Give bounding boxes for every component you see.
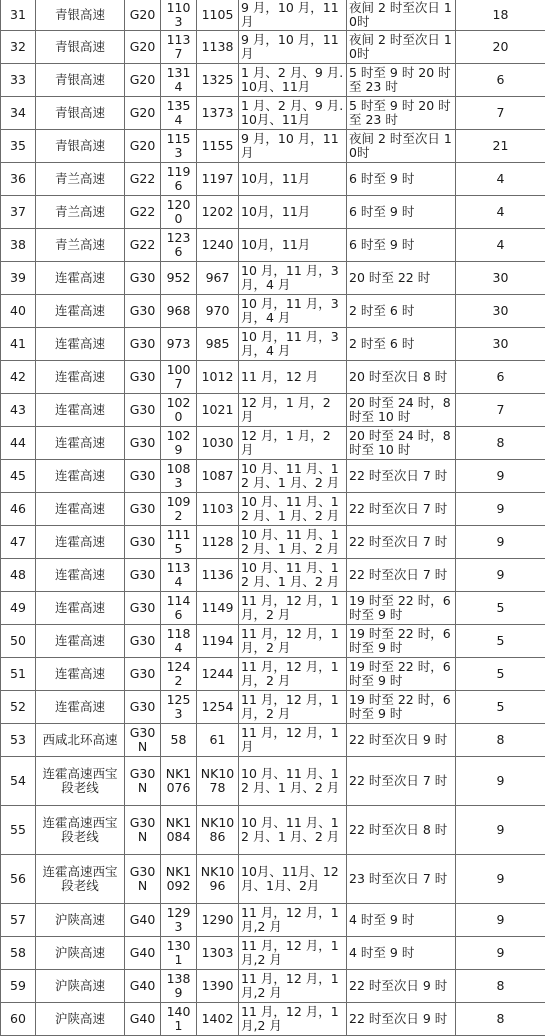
months-cell: 10 月，11 月，3 月，4 月 bbox=[239, 262, 347, 295]
end-stake-cell: 1303 bbox=[197, 937, 239, 970]
time-period-cell: 22 时至次日 9 时 bbox=[347, 970, 456, 1003]
time-period-cell: 6 时至 9 时 bbox=[347, 196, 456, 229]
road-code-cell: G22 bbox=[125, 196, 161, 229]
end-stake-cell: 1138 bbox=[197, 31, 239, 64]
road-name-cell: 青银高速 bbox=[36, 130, 125, 163]
months-cell: 11 月，12 月，1 月，2 月 bbox=[239, 592, 347, 625]
day-count-cell: 9 bbox=[456, 526, 545, 559]
road-name-cell: 连霍高速 bbox=[36, 295, 125, 328]
road-code-cell: G30 bbox=[125, 526, 161, 559]
end-stake-cell: 967 bbox=[197, 262, 239, 295]
road-code-cell: G30 bbox=[125, 658, 161, 691]
day-count-cell: 30 bbox=[456, 328, 545, 361]
table-row bbox=[1, 64, 545, 97]
end-stake-cell: 970 bbox=[197, 295, 239, 328]
start-stake-cell: 1236 bbox=[161, 229, 197, 262]
row-number-cell: 42 bbox=[1, 361, 36, 394]
time-period-cell: 夜间 2 时至次日 10时 bbox=[347, 31, 456, 64]
road-code-cell: G30 bbox=[125, 295, 161, 328]
table-row bbox=[1, 526, 545, 559]
end-stake-cell: 61 bbox=[197, 724, 239, 757]
end-stake-cell: 1105 bbox=[197, 0, 239, 31]
road-code-cell: G20 bbox=[125, 0, 161, 31]
table-row bbox=[1, 427, 545, 460]
table-row bbox=[1, 937, 545, 970]
table-row bbox=[1, 31, 545, 64]
time-period-cell: 23 时至次日 7 时 bbox=[347, 855, 456, 904]
road-name-cell: 青银高速 bbox=[36, 64, 125, 97]
start-stake-cell: NK1076 bbox=[161, 757, 197, 806]
months-cell: 1 月、2 月、9 月.10月、11月 bbox=[239, 64, 347, 97]
end-stake-cell: 1202 bbox=[197, 196, 239, 229]
table-row bbox=[1, 295, 545, 328]
time-period-cell: 6 时至 9 时 bbox=[347, 229, 456, 262]
road-name-cell: 连霍高速 bbox=[36, 658, 125, 691]
months-cell: 11 月，12 月，1 月，2 月 bbox=[239, 658, 347, 691]
table-row bbox=[1, 757, 545, 806]
row-number-cell: 33 bbox=[1, 64, 36, 97]
road-code-cell: G30 bbox=[125, 460, 161, 493]
months-cell: 11 月，12 月，1 月,2 月 bbox=[239, 1003, 347, 1036]
row-number-cell: 53 bbox=[1, 724, 36, 757]
road-code-cell: G40 bbox=[125, 904, 161, 937]
time-period-cell: 20 时至 22 时 bbox=[347, 262, 456, 295]
end-stake-cell: 1290 bbox=[197, 904, 239, 937]
road-code-cell: G40 bbox=[125, 1003, 161, 1036]
road-name-cell: 连霍高速 bbox=[36, 559, 125, 592]
end-stake-cell: NK1086 bbox=[197, 806, 239, 855]
months-cell: 10月，11月 bbox=[239, 163, 347, 196]
start-stake-cell: 1137 bbox=[161, 31, 197, 64]
months-cell: 11 月，12 月，1 月,2 月 bbox=[239, 970, 347, 1003]
start-stake-cell: 1253 bbox=[161, 691, 197, 724]
road-code-cell: G30N bbox=[125, 724, 161, 757]
end-stake-cell: 1325 bbox=[197, 64, 239, 97]
road-code-cell: G30 bbox=[125, 427, 161, 460]
day-count-cell: 5 bbox=[456, 625, 545, 658]
end-stake-cell: 1155 bbox=[197, 130, 239, 163]
end-stake-cell: NK1096 bbox=[197, 855, 239, 904]
months-cell: 1 月、2 月、9 月.10月、11月 bbox=[239, 97, 347, 130]
time-period-cell: 5 时至 9 时 20 时至 23 时 bbox=[347, 64, 456, 97]
road-name-cell: 青银高速 bbox=[36, 31, 125, 64]
start-stake-cell: 973 bbox=[161, 328, 197, 361]
road-code-cell: G30 bbox=[125, 625, 161, 658]
end-stake-cell: 1197 bbox=[197, 163, 239, 196]
end-stake-cell: 1136 bbox=[197, 559, 239, 592]
table-row bbox=[1, 592, 545, 625]
row-number-cell: 40 bbox=[1, 295, 36, 328]
time-period-cell: 19 时至 22 时，6 时至 9 时 bbox=[347, 658, 456, 691]
months-cell: 10月、11月、12月、1月、2月 bbox=[239, 855, 347, 904]
time-period-cell: 20 时至次日 8 时 bbox=[347, 361, 456, 394]
road-code-cell: G22 bbox=[125, 229, 161, 262]
start-stake-cell: 1184 bbox=[161, 625, 197, 658]
end-stake-cell: 985 bbox=[197, 328, 239, 361]
time-period-cell: 22 时至次日 8 时 bbox=[347, 806, 456, 855]
end-stake-cell: 1194 bbox=[197, 625, 239, 658]
months-cell: 10 月，11 月，3 月，4 月 bbox=[239, 295, 347, 328]
months-cell: 10 月，11 月，3 月，4 月 bbox=[239, 328, 347, 361]
road-code-cell: G30 bbox=[125, 328, 161, 361]
road-code-cell: G22 bbox=[125, 163, 161, 196]
table-row bbox=[1, 328, 545, 361]
row-number-cell: 54 bbox=[1, 757, 36, 806]
road-code-cell: G30 bbox=[125, 361, 161, 394]
row-number-cell: 49 bbox=[1, 592, 36, 625]
day-count-cell: 9 bbox=[456, 937, 545, 970]
months-cell: 10月，11月 bbox=[239, 229, 347, 262]
road-code-cell: G30N bbox=[125, 806, 161, 855]
months-cell: 11 月，12 月，1 月，2 月 bbox=[239, 625, 347, 658]
start-stake-cell: 968 bbox=[161, 295, 197, 328]
end-stake-cell: 1373 bbox=[197, 97, 239, 130]
table-row bbox=[1, 806, 545, 855]
months-cell: 10 月、11 月、12 月、1 月、2 月 bbox=[239, 806, 347, 855]
row-number-cell: 37 bbox=[1, 196, 36, 229]
time-period-cell: 夜间 2 时至次日 10时 bbox=[347, 0, 456, 31]
row-number-cell: 47 bbox=[1, 526, 36, 559]
row-number-cell: 36 bbox=[1, 163, 36, 196]
time-period-cell: 19 时至 22 时，6 时至 9 时 bbox=[347, 691, 456, 724]
start-stake-cell: 1401 bbox=[161, 1003, 197, 1036]
end-stake-cell: 1244 bbox=[197, 658, 239, 691]
day-count-cell: 7 bbox=[456, 97, 545, 130]
start-stake-cell: 952 bbox=[161, 262, 197, 295]
table-row bbox=[1, 1003, 545, 1036]
table-row bbox=[1, 361, 545, 394]
day-count-cell: 21 bbox=[456, 130, 545, 163]
row-number-cell: 45 bbox=[1, 460, 36, 493]
day-count-cell: 9 bbox=[456, 493, 545, 526]
road-name-cell: 连霍高速 bbox=[36, 328, 125, 361]
row-number-cell: 44 bbox=[1, 427, 36, 460]
road-name-cell: 青兰高速 bbox=[36, 196, 125, 229]
time-period-cell: 19 时至 22 时，6 时至 9 时 bbox=[347, 592, 456, 625]
end-stake-cell: 1254 bbox=[197, 691, 239, 724]
table-row bbox=[1, 970, 545, 1003]
road-name-cell: 沪陕高速 bbox=[36, 937, 125, 970]
day-count-cell: 8 bbox=[456, 427, 545, 460]
start-stake-cell: 1389 bbox=[161, 970, 197, 1003]
start-stake-cell: 1242 bbox=[161, 658, 197, 691]
time-period-cell: 4 时至 9 时 bbox=[347, 904, 456, 937]
road-name-cell: 青银高速 bbox=[36, 0, 125, 31]
row-number-cell: 39 bbox=[1, 262, 36, 295]
road-name-cell: 连霍高速 bbox=[36, 427, 125, 460]
road-code-cell: G40 bbox=[125, 970, 161, 1003]
row-number-cell: 55 bbox=[1, 806, 36, 855]
road-name-cell: 连霍高速 bbox=[36, 394, 125, 427]
road-code-cell: G20 bbox=[125, 130, 161, 163]
months-cell: 9 月，10 月，11 月 bbox=[239, 0, 347, 31]
end-stake-cell: 1149 bbox=[197, 592, 239, 625]
months-cell: 9 月，10 月，11 月 bbox=[239, 31, 347, 64]
start-stake-cell: 1354 bbox=[161, 97, 197, 130]
table-row bbox=[1, 855, 545, 904]
start-stake-cell: 1314 bbox=[161, 64, 197, 97]
end-stake-cell: 1402 bbox=[197, 1003, 239, 1036]
road-name-cell: 连霍高速 bbox=[36, 361, 125, 394]
months-cell: 11 月，12 月 bbox=[239, 361, 347, 394]
time-period-cell: 6 时至 9 时 bbox=[347, 163, 456, 196]
road-name-cell: 连霍高速 bbox=[36, 625, 125, 658]
road-name-cell: 沪陕高速 bbox=[36, 904, 125, 937]
road-name-cell: 连霍高速 bbox=[36, 493, 125, 526]
table-row bbox=[1, 493, 545, 526]
start-stake-cell: 1146 bbox=[161, 592, 197, 625]
end-stake-cell: 1030 bbox=[197, 427, 239, 460]
start-stake-cell: 1200 bbox=[161, 196, 197, 229]
road-code-cell: G30 bbox=[125, 559, 161, 592]
table-row bbox=[1, 196, 545, 229]
road-code-cell: G20 bbox=[125, 97, 161, 130]
row-number-cell: 32 bbox=[1, 31, 36, 64]
time-period-cell: 22 时至次日 9 时 bbox=[347, 724, 456, 757]
row-number-cell: 60 bbox=[1, 1003, 36, 1036]
day-count-cell: 4 bbox=[456, 196, 545, 229]
day-count-cell: 9 bbox=[456, 806, 545, 855]
row-number-cell: 43 bbox=[1, 394, 36, 427]
months-cell: 11 月，12 月，1 月,2 月 bbox=[239, 937, 347, 970]
time-period-cell: 2 时至 6 时 bbox=[347, 295, 456, 328]
end-stake-cell: NK1078 bbox=[197, 757, 239, 806]
day-count-cell: 20 bbox=[456, 31, 545, 64]
months-cell: 11 月，12 月，1 月，2 月 bbox=[239, 691, 347, 724]
road-name-cell: 青银高速 bbox=[36, 97, 125, 130]
table-row bbox=[1, 658, 545, 691]
start-stake-cell: 1134 bbox=[161, 559, 197, 592]
row-number-cell: 41 bbox=[1, 328, 36, 361]
table-row bbox=[1, 625, 545, 658]
row-number-cell: 56 bbox=[1, 855, 36, 904]
months-cell: 11 月，12 月，1 月,2 月 bbox=[239, 904, 347, 937]
months-cell: 12 月，1 月，2 月 bbox=[239, 427, 347, 460]
row-number-cell: 50 bbox=[1, 625, 36, 658]
road-code-cell: G20 bbox=[125, 31, 161, 64]
day-count-cell: 9 bbox=[456, 904, 545, 937]
time-period-cell: 22 时至次日 7 时 bbox=[347, 757, 456, 806]
row-number-cell: 59 bbox=[1, 970, 36, 1003]
row-number-cell: 51 bbox=[1, 658, 36, 691]
end-stake-cell: 1087 bbox=[197, 460, 239, 493]
time-period-cell: 20 时至 24 时，8 时至 10 时 bbox=[347, 427, 456, 460]
months-cell: 12 月，1 月，2 月 bbox=[239, 394, 347, 427]
start-stake-cell: 1092 bbox=[161, 493, 197, 526]
table-row bbox=[1, 559, 545, 592]
road-name-cell: 沪陕高速 bbox=[36, 1003, 125, 1036]
road-name-cell: 青兰高速 bbox=[36, 229, 125, 262]
months-cell: 10月，11月 bbox=[239, 196, 347, 229]
row-number-cell: 34 bbox=[1, 97, 36, 130]
table-body bbox=[1, 0, 545, 1036]
road-name-cell: 连霍高速 bbox=[36, 460, 125, 493]
months-cell: 10 月、11 月、12 月、1 月、2 月 bbox=[239, 559, 347, 592]
day-count-cell: 5 bbox=[456, 658, 545, 691]
row-number-cell: 58 bbox=[1, 937, 36, 970]
time-period-cell: 5 时至 9 时 20 时至 23 时 bbox=[347, 97, 456, 130]
start-stake-cell: 1293 bbox=[161, 904, 197, 937]
day-count-cell: 18 bbox=[456, 0, 545, 31]
end-stake-cell: 1103 bbox=[197, 493, 239, 526]
day-count-cell: 6 bbox=[456, 361, 545, 394]
road-name-cell: 连霍高速 bbox=[36, 592, 125, 625]
road-code-cell: G20 bbox=[125, 64, 161, 97]
months-cell: 10 月、11 月、12 月、1 月、2 月 bbox=[239, 460, 347, 493]
time-period-cell: 22 时至次日 7 时 bbox=[347, 526, 456, 559]
table-row bbox=[1, 163, 545, 196]
start-stake-cell: 1196 bbox=[161, 163, 197, 196]
table-row bbox=[1, 691, 545, 724]
table-row bbox=[1, 130, 545, 163]
road-name-cell: 连霍高速西宝段老线 bbox=[36, 855, 125, 904]
row-number-cell: 46 bbox=[1, 493, 36, 526]
day-count-cell: 30 bbox=[456, 262, 545, 295]
day-count-cell: 9 bbox=[456, 855, 545, 904]
road-name-cell: 连霍高速西宝段老线 bbox=[36, 757, 125, 806]
day-count-cell: 8 bbox=[456, 1003, 545, 1036]
road-name-cell: 西咸北环高速 bbox=[36, 724, 125, 757]
time-period-cell: 22 时至次日 7 时 bbox=[347, 460, 456, 493]
end-stake-cell: 1240 bbox=[197, 229, 239, 262]
day-count-cell: 7 bbox=[456, 394, 545, 427]
end-stake-cell: 1012 bbox=[197, 361, 239, 394]
row-number-cell: 35 bbox=[1, 130, 36, 163]
table-row bbox=[1, 229, 545, 262]
end-stake-cell: 1021 bbox=[197, 394, 239, 427]
time-period-cell: 4 时至 9 时 bbox=[347, 937, 456, 970]
row-number-cell: 31 bbox=[1, 0, 36, 31]
day-count-cell: 30 bbox=[456, 295, 545, 328]
row-number-cell: 57 bbox=[1, 904, 36, 937]
day-count-cell: 6 bbox=[456, 64, 545, 97]
start-stake-cell: 1020 bbox=[161, 394, 197, 427]
time-period-cell: 夜间 2 时至次日 10时 bbox=[347, 130, 456, 163]
start-stake-cell: 1115 bbox=[161, 526, 197, 559]
day-count-cell: 5 bbox=[456, 592, 545, 625]
day-count-cell: 8 bbox=[456, 724, 545, 757]
time-period-cell: 20 时至 24 时，8 时至 10 时 bbox=[347, 394, 456, 427]
row-number-cell: 52 bbox=[1, 691, 36, 724]
start-stake-cell: 1007 bbox=[161, 361, 197, 394]
road-code-cell: G30 bbox=[125, 691, 161, 724]
time-period-cell: 2 时至 6 时 bbox=[347, 328, 456, 361]
table-row bbox=[1, 97, 545, 130]
start-stake-cell: 1083 bbox=[161, 460, 197, 493]
start-stake-cell: 1029 bbox=[161, 427, 197, 460]
road-name-cell: 连霍高速 bbox=[36, 526, 125, 559]
day-count-cell: 9 bbox=[456, 559, 545, 592]
day-count-cell: 8 bbox=[456, 970, 545, 1003]
row-number-cell: 48 bbox=[1, 559, 36, 592]
time-period-cell: 22 时至次日 7 时 bbox=[347, 493, 456, 526]
road-name-cell: 连霍高速西宝段老线 bbox=[36, 806, 125, 855]
time-period-cell: 22 时至次日 7 时 bbox=[347, 559, 456, 592]
day-count-cell: 9 bbox=[456, 460, 545, 493]
end-stake-cell: 1128 bbox=[197, 526, 239, 559]
road-name-cell: 沪陕高速 bbox=[36, 970, 125, 1003]
day-count-cell: 5 bbox=[456, 691, 545, 724]
table-row bbox=[1, 394, 545, 427]
end-stake-cell: 1390 bbox=[197, 970, 239, 1003]
day-count-cell: 4 bbox=[456, 163, 545, 196]
day-count-cell: 9 bbox=[456, 757, 545, 806]
road-code-cell: G30 bbox=[125, 493, 161, 526]
road-code-cell: G30 bbox=[125, 592, 161, 625]
row-number-cell: 38 bbox=[1, 229, 36, 262]
months-cell: 10 月、11 月、12 月、1 月、2 月 bbox=[239, 493, 347, 526]
start-stake-cell: 58 bbox=[161, 724, 197, 757]
road-code-cell: G30N bbox=[125, 757, 161, 806]
months-cell: 11 月，12 月，1 月 bbox=[239, 724, 347, 757]
road-name-cell: 连霍高速 bbox=[36, 691, 125, 724]
months-cell: 10 月、11 月、12 月、1 月、2 月 bbox=[239, 526, 347, 559]
road-code-cell: G30 bbox=[125, 262, 161, 295]
day-count-cell: 4 bbox=[456, 229, 545, 262]
start-stake-cell: 1103 bbox=[161, 0, 197, 31]
table-row bbox=[1, 460, 545, 493]
table-row bbox=[1, 724, 545, 757]
road-code-cell: G40 bbox=[125, 937, 161, 970]
road-code-cell: G30 bbox=[125, 394, 161, 427]
time-period-cell: 22 时至次日 9 时 bbox=[347, 1003, 456, 1036]
months-cell: 9 月，10 月，11 月 bbox=[239, 130, 347, 163]
time-period-cell: 19 时至 22 时，6 时至 9 时 bbox=[347, 625, 456, 658]
start-stake-cell: NK1084 bbox=[161, 806, 197, 855]
table-row bbox=[1, 0, 545, 31]
months-cell: 10 月、11 月、12 月、1 月、2 月 bbox=[239, 757, 347, 806]
start-stake-cell: NK1092 bbox=[161, 855, 197, 904]
road-code-cell: G30N bbox=[125, 855, 161, 904]
table-row bbox=[1, 262, 545, 295]
road-name-cell: 连霍高速 bbox=[36, 262, 125, 295]
road-name-cell: 青兰高速 bbox=[36, 163, 125, 196]
start-stake-cell: 1153 bbox=[161, 130, 197, 163]
start-stake-cell: 1301 bbox=[161, 937, 197, 970]
table-row bbox=[1, 904, 545, 937]
